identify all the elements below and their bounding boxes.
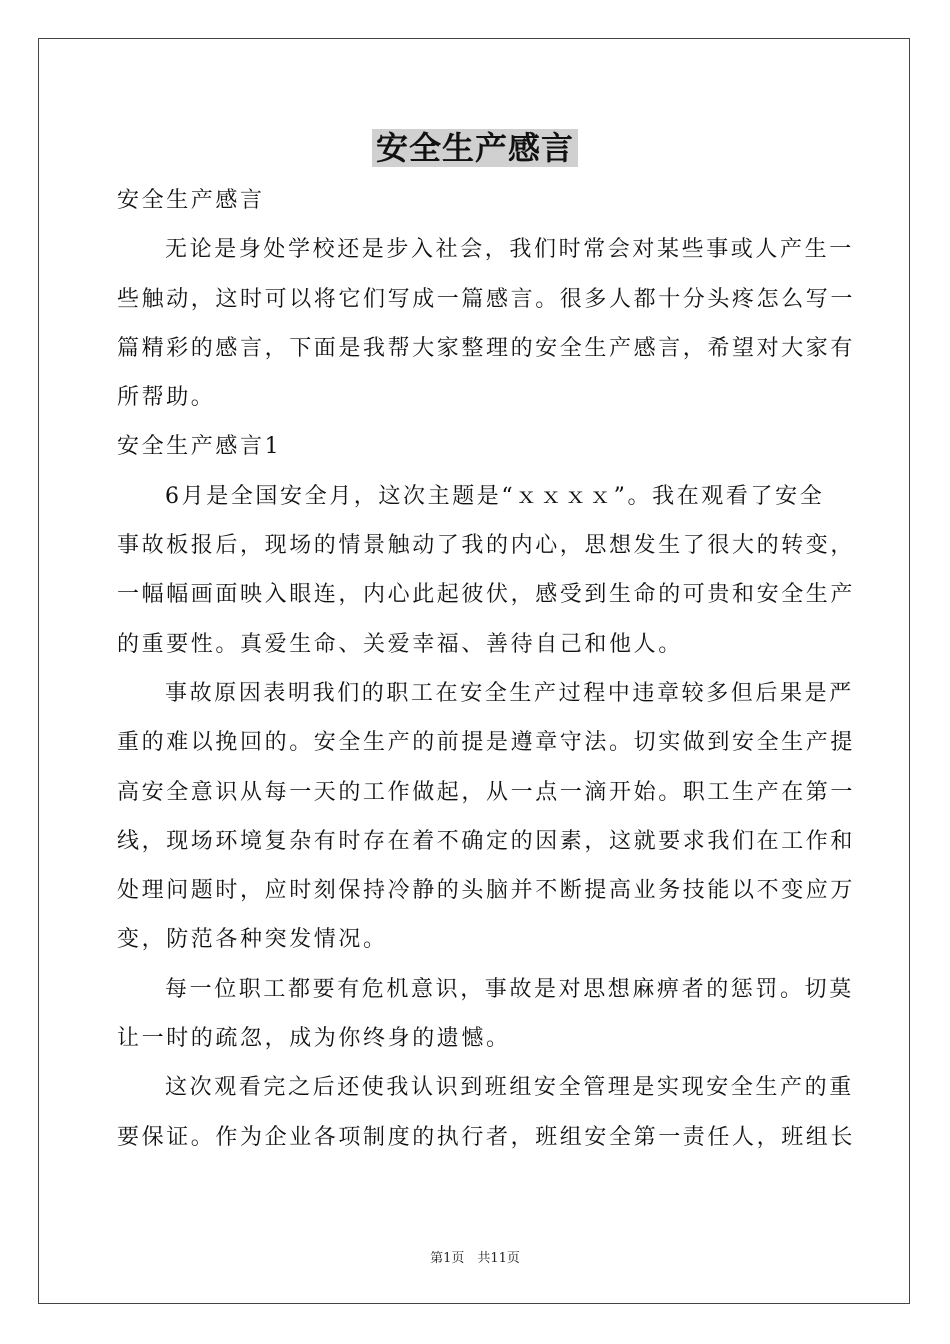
paragraph-line: 所帮助。 — [117, 385, 216, 411]
paragraph-line: 些触动，这时可以将它们写成一篇感言。很多人都十分头疼怎么写一 — [117, 286, 856, 312]
paragraph-line: 处理问题时，应时刻保持冷静的头脑并不断提高业务技能以不变应万 — [117, 878, 856, 904]
paragraph-line: 要保证。作为企业各项制度的执行者，班组安全第一责任人，班组长 — [117, 1124, 856, 1150]
paragraph-line: 6月是全国安全月，这次主题是“ｘｘｘｘ”。我在观看了安全 — [165, 483, 825, 509]
paragraph-line: 的重要性。真爱生命、关爱幸福、善待自己和他人。 — [117, 631, 683, 657]
document-title: 安全生产感言 — [372, 129, 578, 167]
paragraph-line: 事故原因表明我们的职工在安全生产过程中违章较多但后果是严 — [165, 680, 854, 706]
paragraph-line: 高安全意识从每一天的工作做起，从一点一滴开始。职工生产在第一 — [117, 779, 856, 805]
paragraph-line: 篇精彩的感言，下面是我帮大家整理的安全生产感言，希望对大家有 — [117, 335, 856, 361]
document-body — [117, 176, 856, 1162]
subtitle-line: 安全生产感言 — [117, 188, 265, 213]
paragraph-line: 无论是身处学校还是步入社会，我们时常会对某些事或人产生一 — [165, 237, 854, 263]
paragraph-line: 线，现场环境复杂有时存在着不确定的因素，这就要求我们在工作和 — [117, 828, 856, 854]
page-footer: 第1页 共11页 — [430, 1251, 520, 1266]
paragraph-line: 事故板报后，现场的情景触动了我的内心，思想发生了很大的转变， — [117, 533, 856, 559]
paragraph-line: 让一时的疏忽，成为你终身的遗憾。 — [117, 1026, 511, 1052]
paragraph-line: 这次观看完之后还使我认识到班组安全管理是实现安全生产的重 — [165, 1075, 854, 1101]
paragraph-line: 变，防范各种突发情况。 — [117, 927, 388, 953]
section-heading: 安全生产感言1 — [117, 434, 282, 460]
document-title-wrap — [0, 126, 950, 170]
paragraph-line: 一幅幅画面映入眼连，内心此起彼伏，感受到生命的可贵和安全生产 — [117, 582, 856, 608]
paragraph-line: 每一位职工都要有危机意识，事故是对思想麻痹者的惩罚。切莫 — [165, 976, 854, 1002]
paragraph-line: 重的难以挽回的。安全生产的前提是遵章守法。切实做到安全生产提 — [117, 730, 856, 756]
